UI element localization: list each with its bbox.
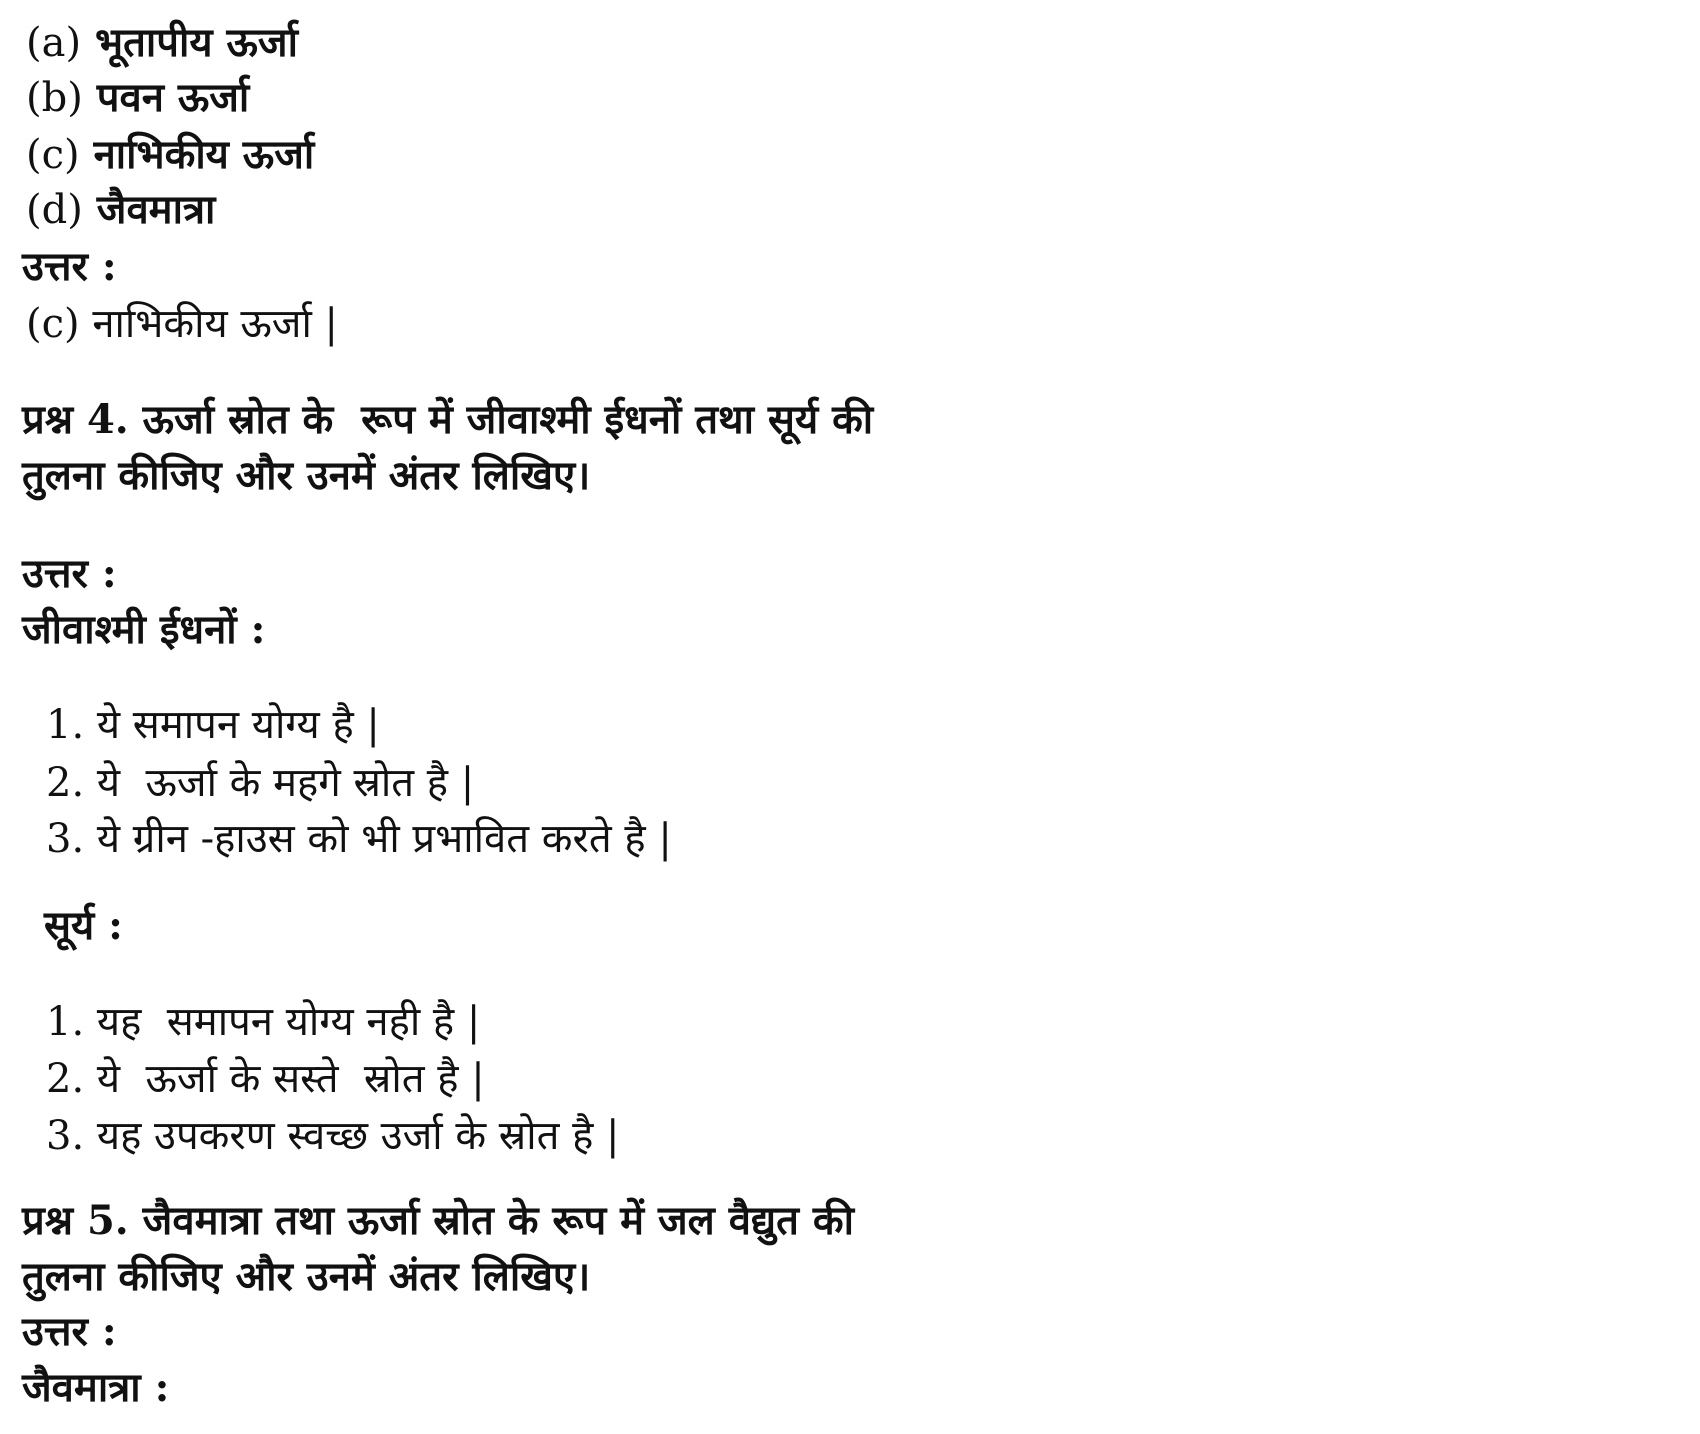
sun-point: 2. ये ऊर्जा के सस्ते स्रोत है |: [46, 1056, 485, 1102]
answer-text: (c) नाभिकीय ऊर्जा |: [26, 301, 338, 347]
fossil-heading: जीवाश्मी ईधनों :: [22, 606, 266, 653]
option-text: जैवमात्रा: [96, 186, 216, 233]
biomass-heading: जैवमात्रा :: [22, 1364, 170, 1411]
question-5-line-1: प्रश्न 5. जैवमात्रा तथा ऊर्जा स्रोत के रूप में जल वैद्युत की: [22, 1197, 854, 1244]
option-a: [26, 18, 298, 68]
sun-point: 1. यह समापन योग्य नही है |: [46, 999, 481, 1045]
option-text: नाभिकीय ऊर्जा: [93, 131, 315, 178]
fossil-point: 3. ये ग्रीन -हाउस को भी प्रभावित करते है |: [46, 816, 672, 862]
option-b: [26, 73, 249, 123]
question-5-line-2: तुलना कीजिए और उनमें अंतर लिखिए।: [22, 1253, 591, 1300]
fossil-point: 1. ये समापन योग्य है |: [46, 702, 380, 748]
sun-heading: सूर्य :: [44, 902, 123, 949]
question-4-line-2: तुलना कीजिए और उनमें अंतर लिखिए।: [22, 452, 591, 499]
option-label: (c): [26, 132, 80, 178]
answer-label: उत्तर :: [22, 243, 117, 290]
option-label: (a): [26, 20, 82, 66]
option-c: [26, 130, 314, 180]
option-text: भूतापीय ऊर्जा: [95, 19, 298, 66]
option-label: (b): [26, 75, 83, 121]
option-d: [26, 185, 215, 235]
option-label: (d): [26, 187, 83, 233]
fossil-point: 2. ये ऊर्जा के महगे स्रोत है |: [46, 760, 475, 806]
option-text: पवन ऊर्जा: [96, 74, 250, 121]
answer-label: उत्तर :: [22, 1308, 117, 1355]
answer-label: उत्तर :: [22, 550, 117, 597]
sun-point: 3. यह उपकरण स्वच्छ उर्जा के स्रोत है |: [46, 1113, 620, 1159]
question-4-line-1: प्रश्न 4. ऊर्जा स्रोत के रूप में जीवाश्मी ईधनों तथा सूर्य की: [22, 396, 874, 443]
